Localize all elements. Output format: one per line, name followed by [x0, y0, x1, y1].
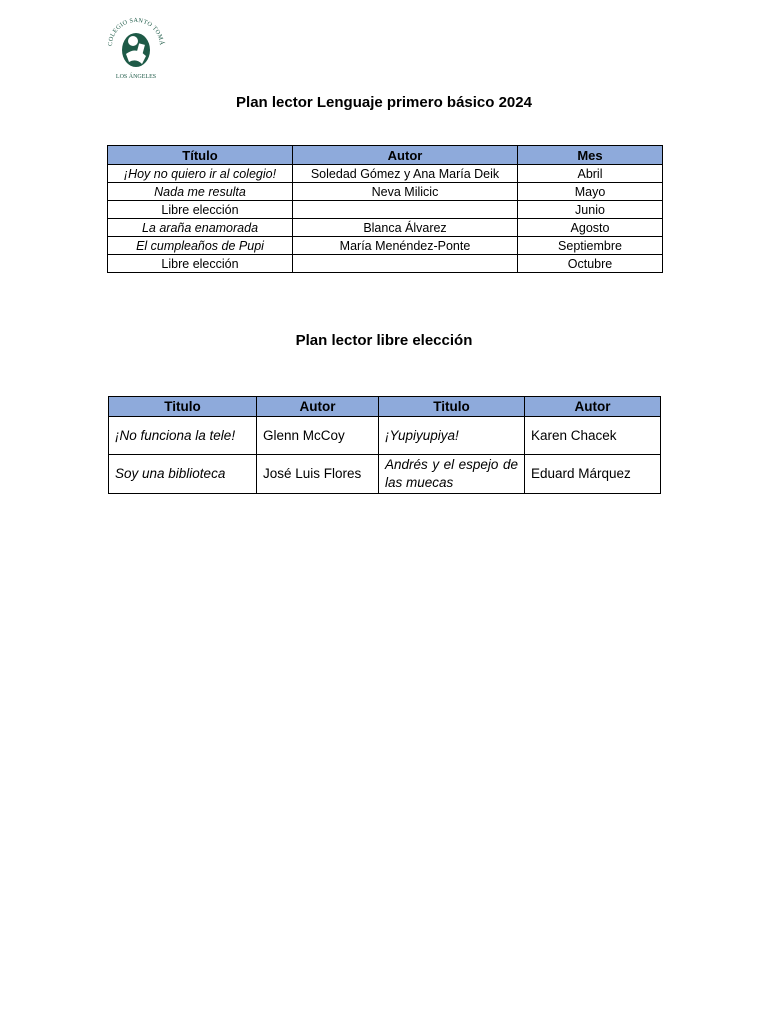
cell-titulo: El cumpleaños de Pupi [108, 237, 293, 255]
table-row [108, 165, 663, 183]
header-autor-1: Autor [257, 397, 379, 417]
table-row [108, 219, 663, 237]
cell-mes: Octubre [518, 255, 663, 273]
cell-autor [293, 201, 518, 219]
table-row [108, 255, 663, 273]
table-row [108, 237, 663, 255]
logo-sub-text: LOS ÁNGELES [115, 74, 157, 80]
cell-mes: Septiembre [518, 237, 663, 255]
cell-autor: José Luis Flores [257, 455, 379, 494]
free-choice-table [108, 396, 661, 494]
table-row [108, 201, 663, 219]
cell-titulo: La araña enamorada [108, 219, 293, 237]
cell-autor: Glenn McCoy [257, 417, 379, 455]
reading-plan-table [107, 145, 663, 273]
cell-titulo: Soy una biblioteca [109, 455, 257, 494]
cell-titulo: Nada me resulta [108, 183, 293, 201]
header-mes: Mes [518, 146, 663, 165]
table-header-row [108, 146, 663, 165]
cell-titulo: ¡Hoy no quiero ir al colegio! [108, 165, 293, 183]
school-logo [100, 14, 172, 82]
page-title: Plan lector Lenguaje primero básico 2024 [236, 94, 532, 111]
table-header-row [109, 397, 661, 417]
logo-arc-text: COLEGIO SANTO TOMÁ [106, 16, 166, 47]
cell-titulo: Andrés y el espejo de las muecas [379, 455, 525, 494]
cell-titulo: ¡Yupiyupiya! [379, 417, 525, 455]
cell-autor: María Menéndez-Ponte [293, 237, 518, 255]
header-autor-2: Autor [525, 397, 661, 417]
cell-autor: Soledad Gómez y Ana María Deik [293, 165, 518, 183]
header-titulo: Título [108, 146, 293, 165]
table-row [109, 455, 661, 494]
header-titulo-1: Titulo [109, 397, 257, 417]
logo-emblem-icon [122, 33, 150, 67]
cell-mes: Junio [518, 201, 663, 219]
table-row [108, 183, 663, 201]
cell-autor: Blanca Álvarez [293, 219, 518, 237]
cell-autor: Neva Milicic [293, 183, 518, 201]
header-autor: Autor [293, 146, 518, 165]
cell-titulo: Libre elección [108, 201, 293, 219]
cell-autor: Karen Chacek [525, 417, 661, 455]
cell-mes: Agosto [518, 219, 663, 237]
cell-autor [293, 255, 518, 273]
cell-mes: Mayo [518, 183, 663, 201]
cell-titulo: Libre elección [108, 255, 293, 273]
section-title: Plan lector libre elección [295, 332, 473, 349]
table-row [109, 417, 661, 455]
cell-mes: Abril [518, 165, 663, 183]
header-titulo-2: Titulo [379, 397, 525, 417]
cell-titulo: ¡No funciona la tele! [109, 417, 257, 455]
cell-autor: Eduard Márquez [525, 455, 661, 494]
